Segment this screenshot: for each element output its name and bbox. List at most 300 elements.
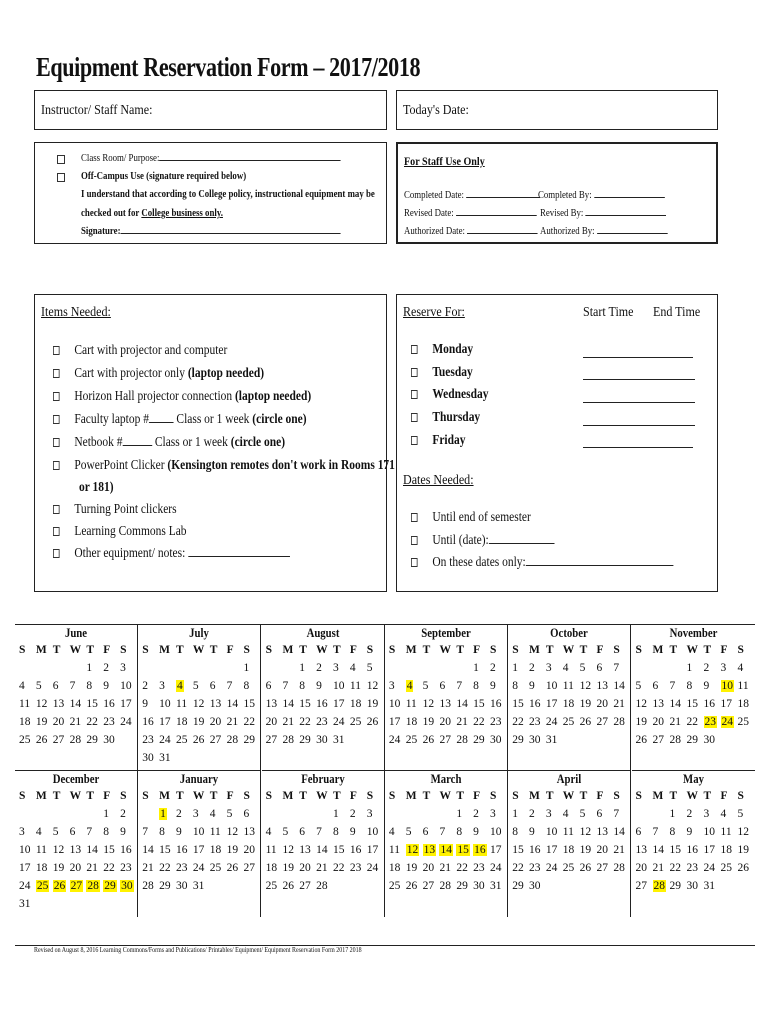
laptop-needed-note-2: (laptop needed): [234, 389, 312, 404]
todays-date-field[interactable]: [396, 90, 718, 130]
policy-text: I understand that according to College policy, instructional equipment may be: [81, 189, 375, 200]
calendar-date: 25: [405, 734, 418, 746]
calendar-date: 14: [142, 844, 154, 856]
calendar-date: 15: [686, 698, 698, 710]
calendar-date: 13: [52, 698, 65, 710]
weekday-header: W: [686, 790, 698, 802]
calendar-date: 28: [669, 734, 681, 746]
empty-cell: [651, 805, 668, 823]
weekday-header: S: [635, 644, 642, 656]
weekday-header: W: [439, 790, 451, 802]
calendar-date: 6: [596, 808, 603, 820]
highlighted-date: 27: [70, 880, 83, 892]
calendar-date: 18: [176, 716, 188, 728]
calendar-date: 21: [613, 844, 625, 856]
calendar-date: 7: [456, 680, 463, 692]
calendar-date: 12: [52, 844, 65, 856]
calendar-date: 27: [652, 734, 664, 746]
other-notes-line[interactable]: [188, 556, 290, 557]
instructor-label: Instructor/ Staff Name:: [41, 103, 153, 118]
calendar-date: 7: [613, 662, 620, 674]
item-faculty-laptop: Faculty laptop #: [74, 412, 149, 427]
item-cart-computer-checkbox[interactable]: [53, 346, 60, 355]
calendar-date: 24: [333, 716, 345, 728]
empty-cell: [34, 805, 51, 823]
weekday-header: M: [529, 790, 540, 802]
these-dates-line[interactable]: [526, 565, 674, 566]
highlighted-date: 29: [104, 880, 116, 892]
calendar-date: 17: [192, 844, 205, 856]
calendar-date: 15: [243, 698, 255, 710]
empty-cell: [297, 805, 314, 823]
weekday-header: S: [737, 790, 744, 802]
calendar-date: 25: [737, 716, 749, 728]
calendar-date: 2: [316, 662, 322, 674]
month-name: September: [421, 626, 471, 640]
academic-calendar: [15, 624, 755, 946]
calendar-date: 18: [737, 698, 749, 710]
calendar-date: 26: [579, 862, 592, 874]
month-june: [15, 625, 138, 771]
calendar-date: 8: [512, 826, 518, 838]
calendar-date: 25: [19, 734, 31, 746]
calendar-date: 2: [176, 808, 182, 820]
calendar-date: 1: [512, 662, 518, 674]
weekday-header: S: [19, 644, 26, 656]
calendar-date: 9: [686, 826, 693, 838]
calendar-date: 20: [652, 716, 664, 728]
use-section: [34, 142, 387, 244]
calendar-date: 31: [159, 752, 171, 764]
item-cart-projector-checkbox[interactable]: [53, 369, 60, 378]
calendar-date: 13: [652, 698, 664, 710]
month-april: [508, 771, 631, 917]
calendar-date: 23: [142, 734, 154, 746]
calendar-date: 23: [686, 862, 698, 874]
calendar-date: 1: [333, 808, 339, 820]
calendar-date: 16: [120, 844, 132, 856]
weekday-header: T: [333, 790, 341, 802]
calendar-date: 9: [529, 680, 535, 692]
weekday-header: S: [243, 790, 250, 802]
calendar-date: 23: [316, 716, 328, 728]
calendar-date: 30: [142, 752, 154, 764]
calendar-date: 17: [545, 844, 558, 856]
weekday-header: W: [686, 644, 698, 656]
calendar-date: 9: [120, 826, 126, 838]
calendar-date: 13: [596, 826, 608, 838]
items-needed-section: [34, 294, 395, 592]
calendar-date: 22: [86, 716, 98, 728]
calendar-date: 8: [86, 680, 93, 692]
calendar-date: 19: [282, 862, 294, 874]
start-time-heading: Start Time: [583, 305, 634, 320]
calendar-date: 16: [490, 698, 502, 710]
empty-cell: [264, 659, 281, 677]
calendar-date: 18: [562, 844, 575, 856]
day-tuesday: Tuesday: [432, 365, 473, 380]
calendar-date: 6: [422, 826, 429, 838]
weekday-header: S: [142, 790, 149, 802]
calendar-date: 24: [545, 862, 558, 874]
weekday-header: S: [512, 790, 519, 802]
calendar-date: 3: [388, 680, 395, 692]
weekday-header: T: [422, 790, 431, 802]
weekday-header: F: [349, 644, 357, 656]
weekday-header: T: [456, 790, 464, 802]
empty-cell: [387, 805, 404, 823]
calendar-date: 23: [529, 862, 541, 874]
authorized-date-line[interactable]: [467, 233, 538, 234]
time-line-tuesday[interactable]: [583, 379, 695, 380]
calendar-date: 21: [669, 716, 681, 728]
item-lc-lab-checkbox[interactable]: [53, 527, 60, 536]
item-other-checkbox[interactable]: [53, 549, 60, 558]
calendar-date: 24: [19, 880, 31, 892]
calendar-date: 23: [529, 716, 541, 728]
calendar-date: 22: [159, 862, 171, 874]
month-name: December: [52, 772, 100, 786]
calendar-date: 10: [703, 826, 715, 838]
classroom-checkbox[interactable]: [57, 155, 65, 164]
item-netbook: Netbook #: [74, 435, 123, 450]
calendar-date: 18: [405, 716, 418, 728]
calendar-date: 30: [529, 880, 541, 892]
calendar-date: 15: [159, 844, 171, 856]
calendar-date: 30: [703, 734, 715, 746]
empty-cell: [208, 659, 225, 677]
completed-date-line[interactable]: [466, 197, 540, 198]
weekday-header: M: [405, 644, 417, 656]
time-line-thursday[interactable]: [583, 425, 695, 426]
calendar-date: 22: [333, 862, 345, 874]
calendar-date: 31: [703, 880, 715, 892]
calendar-date: 8: [473, 680, 479, 692]
calendar-date: 14: [86, 844, 98, 856]
calendar-date: 8: [512, 680, 518, 692]
day-friday: Friday: [432, 433, 466, 448]
calendar-date: 27: [209, 734, 222, 746]
calendar-date: 10: [388, 698, 401, 710]
friday-checkbox[interactable]: [411, 436, 418, 445]
item-turning-point-checkbox[interactable]: [53, 505, 60, 514]
item-faculty-laptop-checkbox[interactable]: [53, 415, 60, 424]
calendar-date: 20: [299, 862, 311, 874]
policy-text-2: checked out for: [81, 208, 142, 219]
calendar-date: 31: [333, 734, 345, 746]
calendar-date: 30: [473, 880, 485, 892]
weekday-header: W: [69, 644, 82, 656]
calendar-date: 7: [316, 826, 322, 838]
item-cart-computer: Cart with projector and computer: [74, 343, 228, 358]
calendar-date: 27: [439, 734, 451, 746]
wednesday-checkbox[interactable]: [411, 390, 418, 399]
calendar-date: 30: [176, 880, 188, 892]
calendar-date: 4: [562, 662, 569, 674]
calendar-date: 15: [86, 698, 98, 710]
month-december: [15, 771, 138, 917]
calendar-date: 21: [316, 862, 328, 874]
instructor-name-field[interactable]: [34, 90, 387, 130]
calendar-date: 21: [86, 862, 98, 874]
revised-by-line[interactable]: [586, 215, 667, 216]
calendar-date: 2: [473, 808, 479, 820]
weekday-header: F: [103, 790, 111, 802]
calendar-date: 25: [562, 716, 575, 728]
calendar-date: 28: [613, 716, 625, 728]
calendar-date: 20: [596, 844, 608, 856]
time-line-monday[interactable]: [583, 357, 693, 358]
weekday-header: F: [473, 790, 481, 802]
highlighted-date: 1: [160, 808, 166, 820]
calendar-date: 14: [669, 698, 681, 710]
calendar-date: 30: [686, 880, 698, 892]
calendar-date: 11: [19, 698, 31, 710]
calendar-date: 6: [439, 680, 446, 692]
calendar-date: 2: [120, 808, 126, 820]
empty-cell: [191, 659, 208, 677]
calendar-date: 15: [333, 844, 345, 856]
calendar-date: 2: [103, 662, 110, 674]
item-other: Other equipment/ notes:: [74, 546, 186, 561]
empty-cell: [454, 659, 471, 677]
calendar-date: 12: [192, 698, 205, 710]
calendar-date: 26: [579, 716, 592, 728]
calendar-date: 18: [720, 844, 732, 856]
empty-cell: [34, 659, 51, 677]
signature-line[interactable]: [121, 233, 341, 234]
weekday-header: W: [192, 790, 205, 802]
thursday-checkbox[interactable]: [411, 413, 418, 422]
calendar-date: 23: [103, 716, 115, 728]
calendar-date: 9: [349, 826, 356, 838]
until-date-checkbox[interactable]: [411, 536, 418, 545]
todays-date-label: Today's Date:: [403, 103, 469, 118]
calendar-date: 25: [176, 734, 188, 746]
dates-needed-heading: Dates Needed:: [403, 473, 474, 488]
month-july: [138, 625, 261, 771]
calendar-date: 10: [545, 680, 558, 692]
calendar-date: 16: [686, 844, 698, 856]
calendar-date: 5: [405, 826, 412, 838]
calendar-date: 31: [545, 734, 558, 746]
calendar-date: 29: [86, 734, 98, 746]
calendar-date: 16: [142, 716, 154, 728]
calendar-date: 6: [596, 662, 603, 674]
weekday-header: M: [282, 790, 294, 802]
calendar-date: 1: [299, 662, 306, 674]
calendar-date: 23: [120, 862, 132, 874]
calendar-date: 30: [490, 734, 502, 746]
empty-cell: [404, 805, 421, 823]
offcampus-checkbox[interactable]: [57, 173, 65, 182]
calendar-date: 5: [579, 808, 586, 820]
calendar-date: 26: [366, 716, 379, 728]
calendar-date: 9: [473, 826, 479, 838]
month-name: October: [550, 626, 588, 640]
calendar-date: 11: [405, 698, 417, 710]
weekday-header: T: [299, 790, 307, 802]
calendar-date: 24: [192, 862, 205, 874]
calendar-date: 8: [686, 680, 693, 692]
calendar-date: 27: [422, 880, 435, 892]
completed-by-line[interactable]: [594, 197, 665, 198]
calendar-date: 21: [456, 716, 468, 728]
calendar-date: 9: [142, 698, 149, 710]
calendar-date: 3: [366, 808, 373, 820]
weekday-header: T: [86, 644, 95, 656]
item-cart-projector: Cart with projector only: [74, 366, 188, 381]
calendar-date: 27: [299, 880, 311, 892]
weekday-header: S: [142, 644, 149, 656]
calendar-date: 24: [366, 862, 379, 874]
calendar-date: 10: [120, 680, 132, 692]
calendar-date: 2: [529, 662, 535, 674]
calendar-date: 18: [562, 698, 575, 710]
weekday-header: M: [159, 790, 170, 802]
reserve-for-heading: Reserve For:: [403, 305, 465, 320]
netbook-number-line[interactable]: [122, 445, 152, 446]
calendar-date: 9: [529, 826, 535, 838]
calendar-date: 27: [635, 880, 647, 892]
calendar-date: 15: [299, 698, 311, 710]
calendar-date: 17: [159, 716, 171, 728]
calendar-date: 21: [142, 862, 154, 874]
empty-cell: [174, 659, 191, 677]
weekday-header: S: [265, 790, 272, 802]
month-name: March: [430, 772, 462, 786]
calendar-date: 26: [422, 734, 435, 746]
monday-checkbox[interactable]: [411, 345, 418, 354]
calendar-date: 1: [86, 662, 93, 674]
weekday-header: S: [243, 644, 250, 656]
staff-use-heading: For Staff Use Only: [404, 154, 485, 168]
day-wednesday: Wednesday: [432, 387, 489, 402]
calendar-date: 29: [299, 734, 311, 746]
weekday-header: F: [103, 644, 111, 656]
calendar-date: 19: [737, 844, 749, 856]
weekday-header: S: [366, 644, 374, 656]
calendar-date: 14: [613, 826, 625, 838]
highlighted-date: 14: [440, 844, 452, 856]
calendar-date: 27: [596, 862, 608, 874]
classroom-label: Class Room/ Purpose:: [81, 153, 160, 164]
weekday-header: S: [512, 644, 519, 656]
calendar-date: 6: [652, 680, 659, 692]
calendar-date: 17: [388, 716, 401, 728]
calendar-date: 22: [512, 716, 524, 728]
calendar-date: 20: [52, 716, 65, 728]
calendar-date: 12: [579, 826, 592, 838]
calendar-date: 7: [142, 826, 149, 838]
calendar-date: 3: [545, 808, 552, 820]
calendar-date: 17: [703, 844, 715, 856]
weekday-header: S: [388, 644, 396, 656]
calendar-date: 19: [192, 716, 205, 728]
faculty-laptop-number-line[interactable]: [149, 422, 174, 423]
time-line-friday[interactable]: [583, 447, 693, 448]
item-horizon-hall-checkbox[interactable]: [53, 392, 60, 401]
calendar-date: 8: [669, 826, 676, 838]
calendar-date: 3: [490, 808, 496, 820]
item-lc-lab: Learning Commons Lab: [74, 524, 187, 539]
calendar-date: 1: [473, 662, 479, 674]
weekday-header: M: [529, 644, 540, 656]
calendar-date: 28: [282, 734, 294, 746]
highlighted-date: 12: [406, 844, 419, 856]
authorized-by-line[interactable]: [597, 233, 668, 234]
until-date-line[interactable]: [489, 543, 555, 544]
highlighted-date: 28: [87, 880, 99, 892]
weekday-header: S: [490, 790, 497, 802]
time-line-wednesday[interactable]: [583, 402, 695, 403]
calendar-date: 25: [209, 862, 222, 874]
faculty-laptop-duration: Class or 1 week: [173, 412, 253, 427]
calendar-date: 19: [35, 716, 48, 728]
calendar-date: 16: [103, 698, 115, 710]
month-name: February: [300, 772, 345, 786]
end-semester-checkbox[interactable]: [411, 513, 418, 522]
calendar-date: 19: [579, 698, 592, 710]
calendar-date: 20: [596, 698, 608, 710]
calendar-date: 22: [299, 716, 311, 728]
calendar-date: 31: [490, 880, 502, 892]
completed-date-label: Completed Date:: [404, 190, 465, 201]
calendar-date: 21: [226, 716, 239, 728]
weekday-header: S: [635, 790, 642, 802]
weekday-header: S: [613, 790, 620, 802]
calendar-date: 2: [686, 808, 693, 820]
until-end-semester: Until end of semester: [432, 510, 531, 525]
calendar-date: 18: [388, 862, 401, 874]
calendar-date: 16: [349, 844, 362, 856]
item-netbook-checkbox[interactable]: [53, 438, 60, 447]
weekday-header: F: [596, 790, 604, 802]
calendar-date: 11: [349, 680, 361, 692]
calendar-date: 2: [349, 808, 356, 820]
empty-cell: [280, 659, 297, 677]
page-title: Equipment Reservation Form – 2017/2018: [36, 52, 421, 82]
revised-date-line[interactable]: [456, 215, 537, 216]
calendar-date: 11: [720, 826, 732, 838]
weekday-header: T: [579, 790, 588, 802]
calendar-date: 4: [265, 826, 272, 838]
calendar-date: 23: [176, 862, 188, 874]
item-clicker-checkbox[interactable]: [53, 461, 60, 470]
calendar-date: 29: [669, 880, 681, 892]
calendar-date: 4: [19, 680, 25, 692]
calendar-date: 1: [243, 662, 250, 674]
calendar-date: 6: [635, 826, 642, 838]
calendar-date: 13: [596, 680, 608, 692]
these-dates-checkbox[interactable]: [411, 558, 418, 567]
empty-cell: [387, 659, 404, 677]
calendar-date: 14: [456, 698, 468, 710]
weekday-header: T: [52, 790, 61, 802]
empty-cell: [140, 805, 157, 823]
calendar-date: 14: [69, 698, 82, 710]
empty-cell: [17, 805, 34, 823]
highlighted-date: 4: [177, 680, 183, 692]
tuesday-checkbox[interactable]: [411, 368, 418, 377]
calendar-date: 5: [635, 680, 642, 692]
month-name: April: [556, 772, 582, 786]
calendar-date: 4: [35, 826, 42, 838]
weekday-header: T: [209, 790, 218, 802]
classroom-line[interactable]: [159, 160, 340, 161]
calendar-date: 11: [562, 680, 574, 692]
calendar-date: 16: [529, 844, 541, 856]
